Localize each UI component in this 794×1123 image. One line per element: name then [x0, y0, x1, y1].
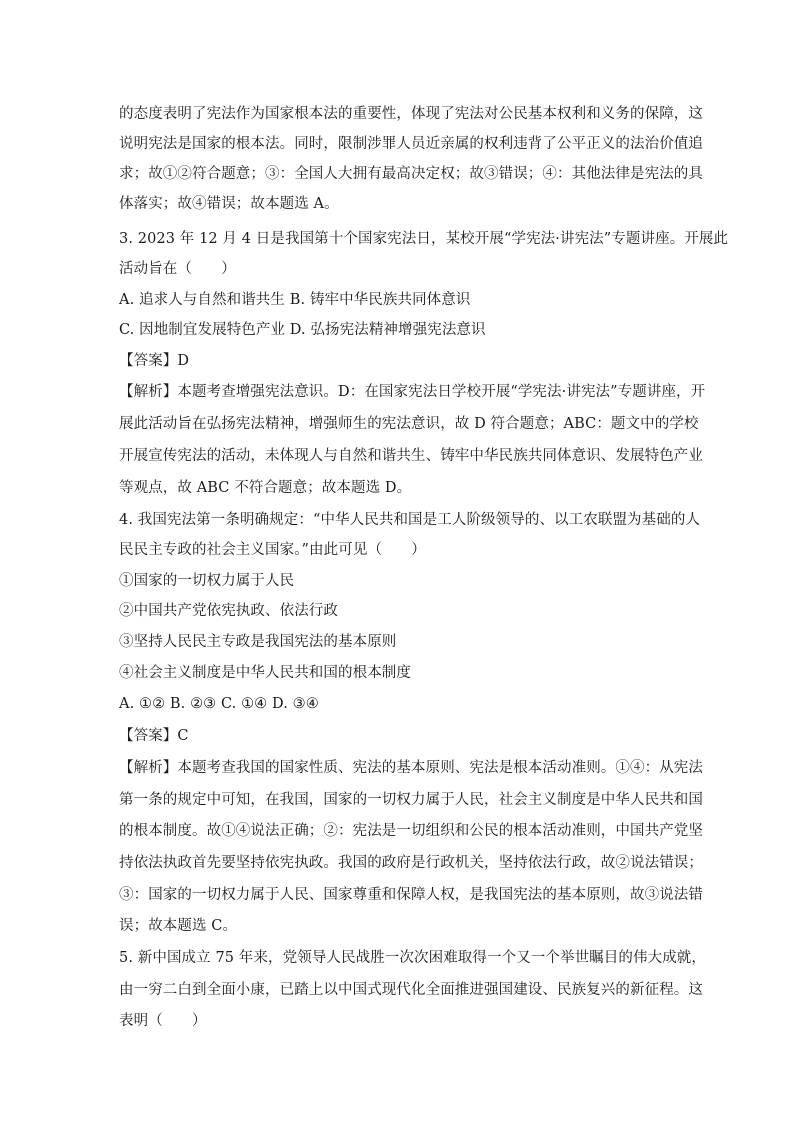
question-3-stem: 活动旨在（ ）: [119, 261, 236, 277]
question-4-item: ②中国共产党依宪执政、依法行政: [119, 603, 338, 619]
text-line: 说明宪法是国家的根本法。同时，限制涉罪人员近亲属的权利违背了公平正义的法治价值追: [119, 136, 703, 152]
question-4-stem: 民民主专政的社会主义国家。”由此可见（ ）: [119, 542, 426, 558]
question-4-item: ③坚持人民民主专政是我国宪法的基本原则: [119, 634, 397, 650]
question-3-options: A. 追求人与自然和谐共生 B. 铸牢中华民族共同体意识: [119, 292, 471, 308]
question-5-stem: 由一穷二白到全面小康，已踏上以中国式现代化全面推进强国建设、民族复兴的新征程。这: [119, 982, 703, 998]
text-line: 的态度表明了宪法作为国家根本法的重要性，体现了宪法对公民基本权利和义务的保障，这: [119, 106, 703, 122]
answer-label: 【答案】C: [119, 728, 189, 744]
analysis-text: 等观点，故 ABC 不符合题意；故本题选 D。: [119, 480, 412, 496]
question-3-stem: 3. 2023 年 12 月 4 日是我国第十个国家宪法日，某校开展“学宪法·讲宪法”专题讲座。开展此: [119, 231, 729, 247]
question-4-options: A. ①② B. ②③ C. ①④ D. ③④: [119, 696, 319, 712]
text-line: 体落实；故④错误；故本题选 A。: [119, 196, 339, 212]
text-line: 求；故①②符合题意；③：全国人大拥有最高决定权；故③错误；④：其他法律是宪法的具: [119, 166, 703, 182]
analysis-text: 开展宣传宪法的活动，未体现人与自然和谐共生、铸牢中华民族共同体意识、发展特色产业: [119, 448, 703, 464]
question-4-stem: 4. 我国宪法第一条明确规定：“中华人民共和国是工人阶级领导的、以工农联盟为基础的人: [119, 512, 701, 528]
analysis-text: 【解析】本题考查我国的国家性质、宪法的基本原则、宪法是根本活动准则。①④：从宪法: [119, 760, 703, 776]
analysis-text: 持依法执政首先要坚持依宪执政。我国的政府是行政机关，坚持依法行政，故②说法错误；: [119, 855, 703, 871]
analysis-text: 【解析】本题考查增强宪法意识。D：在国家宪法日学校开展“学宪法·讲宪法”专题讲座，开: [119, 384, 706, 400]
question-5-stem: 5. 新中国成立 75 年来，党领导人民战胜一次次困难取得一个又一个举世瞩目的伟大成就，: [119, 950, 707, 966]
question-5-stem: 表明（ ）: [119, 1013, 207, 1029]
question-4-item: ④社会主义制度是中华人民共和国的根本制度: [119, 665, 411, 681]
analysis-text: 展此活动旨在弘扬宪法精神，增强师生的宪法意识，故 D 符合题意；ABC：题文中的学校: [119, 416, 699, 432]
analysis-text: ③：国家的一切权力属于人民、国家尊重和保障人权，是我国宪法的基本原则，故③说法错: [119, 887, 703, 903]
analysis-text: 误；故本题选 C。: [119, 918, 238, 934]
analysis-text: 的根本制度。故①④说法正确；②：宪法是一切组织和公民的根本活动准则，中国共产党坚: [119, 823, 703, 839]
question-4-item: ①国家的一切权力属于人民: [119, 573, 295, 589]
analysis-text: 第一条的规定中可知，在我国，国家的一切权力属于人民，社会主义制度是中华人民共和国: [119, 792, 703, 808]
question-3-options: C. 因地制宜发展特色产业 D. 弘扬宪法精神增强宪法意识: [119, 322, 486, 338]
answer-label: 【答案】D: [119, 353, 190, 369]
